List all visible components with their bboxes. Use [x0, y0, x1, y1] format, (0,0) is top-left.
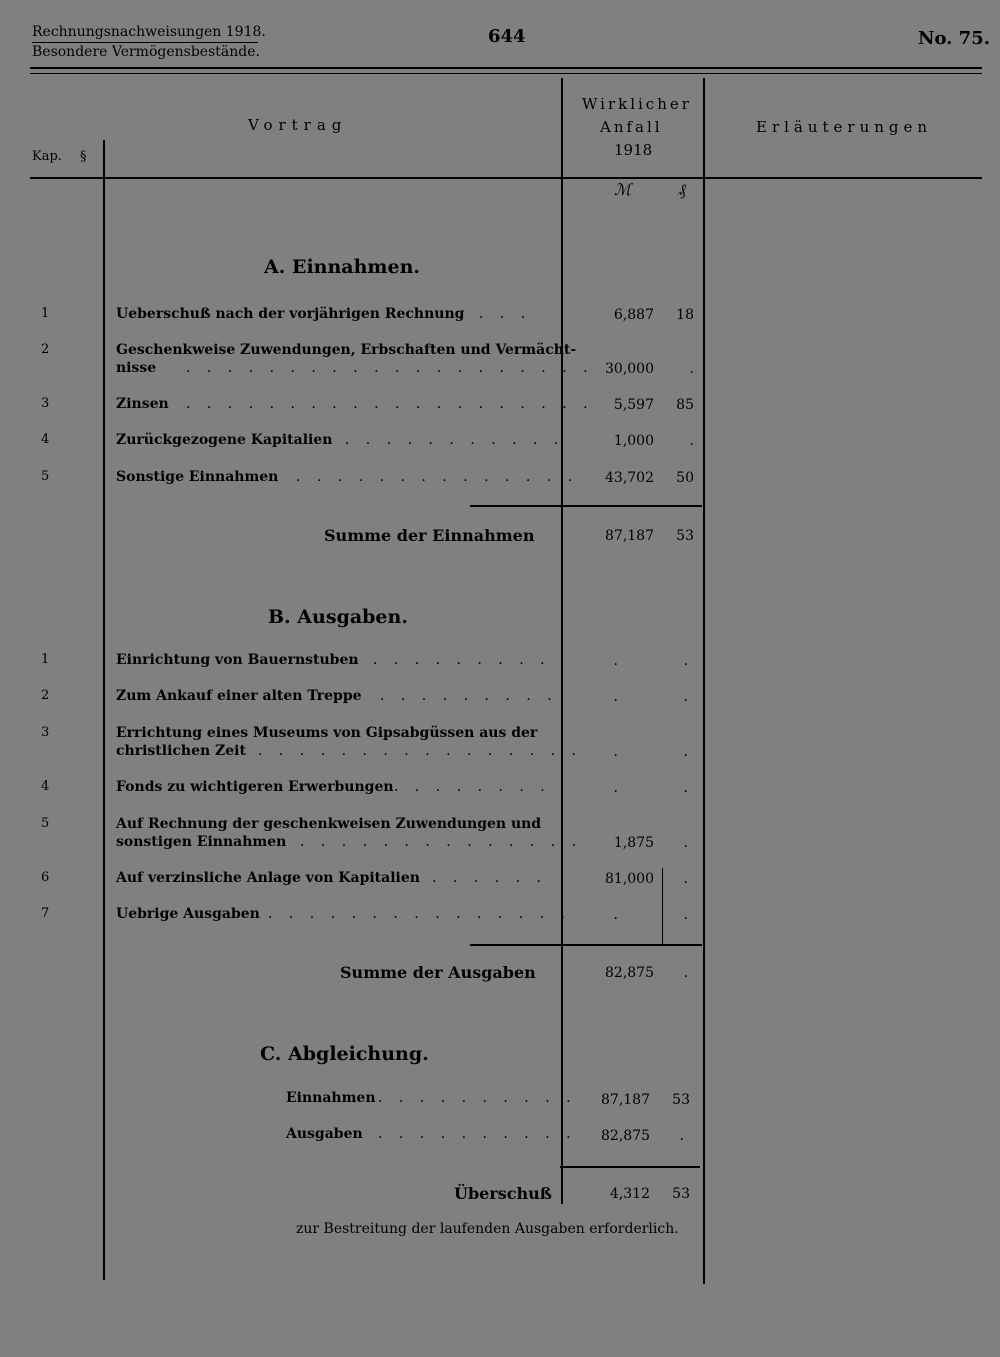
leader-dots: . . . . . . . . . .	[352, 652, 551, 668]
amount-mark: .	[613, 780, 618, 796]
leader-dots: . . . . . . . . . . . .	[324, 432, 565, 448]
amount-pfennig: .	[683, 780, 688, 796]
ueberschuss-mark: 4,312	[609, 1186, 650, 1202]
running-head-line1: Rechnungsnachweisungen 1918.	[32, 24, 266, 40]
amount-pfennig: .	[689, 433, 694, 449]
unit-pfennig: ₰	[678, 180, 686, 199]
sum-rule-a	[470, 505, 702, 507]
amount-pfennig: .	[683, 653, 688, 669]
row-label: Zum Ankauf einer alten Treppe	[116, 688, 362, 704]
header-rule	[30, 177, 982, 179]
sum-rule-c	[560, 1166, 700, 1168]
kap-number: 3	[41, 396, 50, 411]
column-header-erlaeuterungen: Erläuterungen	[756, 118, 933, 136]
section-a-title: A. Einnahmen.	[264, 256, 421, 278]
page-number: 644	[488, 26, 526, 47]
amount-pfennig: 50	[676, 470, 694, 486]
kap-number: 6	[41, 870, 50, 885]
kap-number: 5	[41, 816, 50, 831]
row-label-cont: sonstigen Einnahmen	[116, 834, 287, 850]
leader-dots: . . . . . . . . . . . . . .	[300, 834, 583, 850]
footnote: zur Bestreitung der laufenden Ausgaben erforderlich.	[296, 1221, 679, 1237]
row-label: Zinsen	[116, 396, 169, 412]
kap-number: 3	[41, 725, 50, 740]
section-b-title: B. Ausgaben.	[268, 606, 408, 628]
running-head-underline	[32, 42, 258, 43]
sum-ausgaben-mark: 82,875	[605, 965, 654, 981]
top-rule	[30, 67, 982, 69]
sum-rule-b	[470, 944, 702, 946]
abgleichung-einnahmen-pfennig: 53	[672, 1092, 690, 1108]
kap-number: 2	[41, 342, 50, 357]
pfennig-column-rule	[662, 868, 663, 944]
row-label: Zurückgezogene Kapitalien	[116, 432, 333, 448]
amount-mark: 5,597	[613, 397, 654, 413]
row-label: Geschenkweise Zuwendungen, Erbschaften und Vermächt-	[116, 342, 577, 358]
abgleichung-ausgaben-pfennig: .	[679, 1128, 684, 1144]
column-header-anfall-1: Wirklicher	[582, 95, 692, 113]
amount-mark: .	[613, 689, 618, 705]
sum-ausgaben-pfennig: .	[683, 965, 688, 981]
ueberschuss-pfennig: 53	[672, 1186, 690, 1202]
vrule-anfall-right	[703, 78, 705, 1284]
top-rule-thin	[30, 73, 982, 74]
abgleichung-einnahmen-mark: 87,187	[601, 1092, 650, 1108]
row-label: Sonstige Einnahmen	[116, 469, 279, 485]
sum-einnahmen-pfennig: 53	[676, 528, 694, 544]
abgleichung-ausgaben-mark: 82,875	[601, 1128, 650, 1144]
kap-number: 2	[41, 688, 50, 703]
kap-number: 4	[41, 779, 50, 794]
vrule-vortrag-left	[103, 140, 105, 1280]
amount-mark: 30,000	[605, 361, 654, 377]
document-number: No. 75.	[918, 28, 990, 49]
column-header-anfall-2: Anfall	[600, 118, 663, 136]
abgleichung-ausgaben-label: Ausgaben	[286, 1126, 363, 1142]
leader-dots: . . . .	[458, 306, 532, 322]
leader-dots: . . . . . . . . . . . . . . . .	[258, 743, 582, 759]
leader-dots: . . . . . . . . . .	[378, 1090, 577, 1106]
row-label: Einrichtung von Bauernstuben	[116, 652, 359, 668]
row-label: Ueberschuß nach der vorjährigen Rechnung	[116, 306, 465, 322]
row-label: Auf Rechnung der geschenkweisen Zuwendungen und	[116, 816, 542, 832]
column-header-anfall-year: 1918	[614, 141, 653, 159]
kap-number: 7	[41, 906, 50, 921]
abgleichung-einnahmen-label: Einnahmen	[286, 1090, 376, 1106]
amount-mark: .	[613, 744, 618, 760]
row-label: Auf verzinsliche Anlage von Kapitalien	[116, 870, 420, 886]
leader-dots: . . . . . . . . . . . . . . . . . . . .	[186, 396, 594, 412]
amount-mark: 1,000	[613, 433, 654, 449]
row-label-cont: nisse	[116, 360, 157, 376]
leader-dots: . . . . . . . . . . . . . . .	[268, 906, 572, 922]
amount-mark: .	[613, 653, 618, 669]
leader-dots: . . . . . . . . . . . . . . . . . . . .	[186, 360, 594, 376]
amount-pfennig: .	[683, 871, 688, 887]
row-label-cont: christlichen Zeit	[116, 743, 246, 759]
column-header-paragraph: §	[80, 149, 87, 164]
amount-pfennig: .	[683, 689, 688, 705]
kap-number: 1	[41, 306, 50, 321]
sum-einnahmen-label: Summe der Einnahmen	[324, 526, 535, 545]
column-header-kap: Kap.	[32, 149, 62, 164]
vrule-anfall-left	[561, 78, 563, 1204]
amount-pfennig: .	[683, 835, 688, 851]
leader-dots: . . . . . . . . .	[380, 688, 558, 704]
sum-ausgaben-label: Summe der Ausgaben	[340, 963, 536, 982]
amount-pfennig: .	[683, 744, 688, 760]
leader-dots: . . . . . . . . . . . . . .	[296, 469, 579, 485]
amount-pfennig: 85	[676, 397, 694, 413]
amount-pfennig: .	[689, 361, 694, 377]
row-label: Errichtung eines Museums von Gipsabgüssen aus der	[116, 725, 538, 741]
leader-dots: . . . . . . . .	[394, 779, 551, 795]
amount-pfennig: .	[683, 907, 688, 923]
row-label: Uebrige Ausgaben	[116, 906, 260, 922]
amount-pfennig: 18	[676, 307, 694, 323]
leader-dots: . . . . . . . . . .	[378, 1126, 577, 1142]
sum-einnahmen-mark: 87,187	[605, 528, 654, 544]
section-c-title: C. Abgleichung.	[260, 1043, 429, 1065]
unit-mark: ℳ	[614, 180, 632, 199]
amount-mark: 81,000	[605, 871, 654, 887]
kap-number: 1	[41, 652, 50, 667]
row-label: Fonds zu wichtigeren Erwerbungen	[116, 779, 394, 795]
amount-mark: 1,875	[613, 835, 654, 851]
leader-dots: . . . . . .	[432, 870, 547, 886]
column-header-vortrag: Vortrag	[248, 116, 348, 134]
amount-mark: 43,702	[605, 470, 654, 486]
running-head-line2: Besondere Vermögensbestände.	[32, 44, 260, 60]
amount-mark: 6,887	[613, 307, 654, 323]
amount-mark: .	[613, 907, 618, 923]
ueberschuss-label: Überschuß	[454, 1184, 552, 1203]
kap-number: 5	[41, 469, 50, 484]
kap-number: 4	[41, 432, 50, 447]
